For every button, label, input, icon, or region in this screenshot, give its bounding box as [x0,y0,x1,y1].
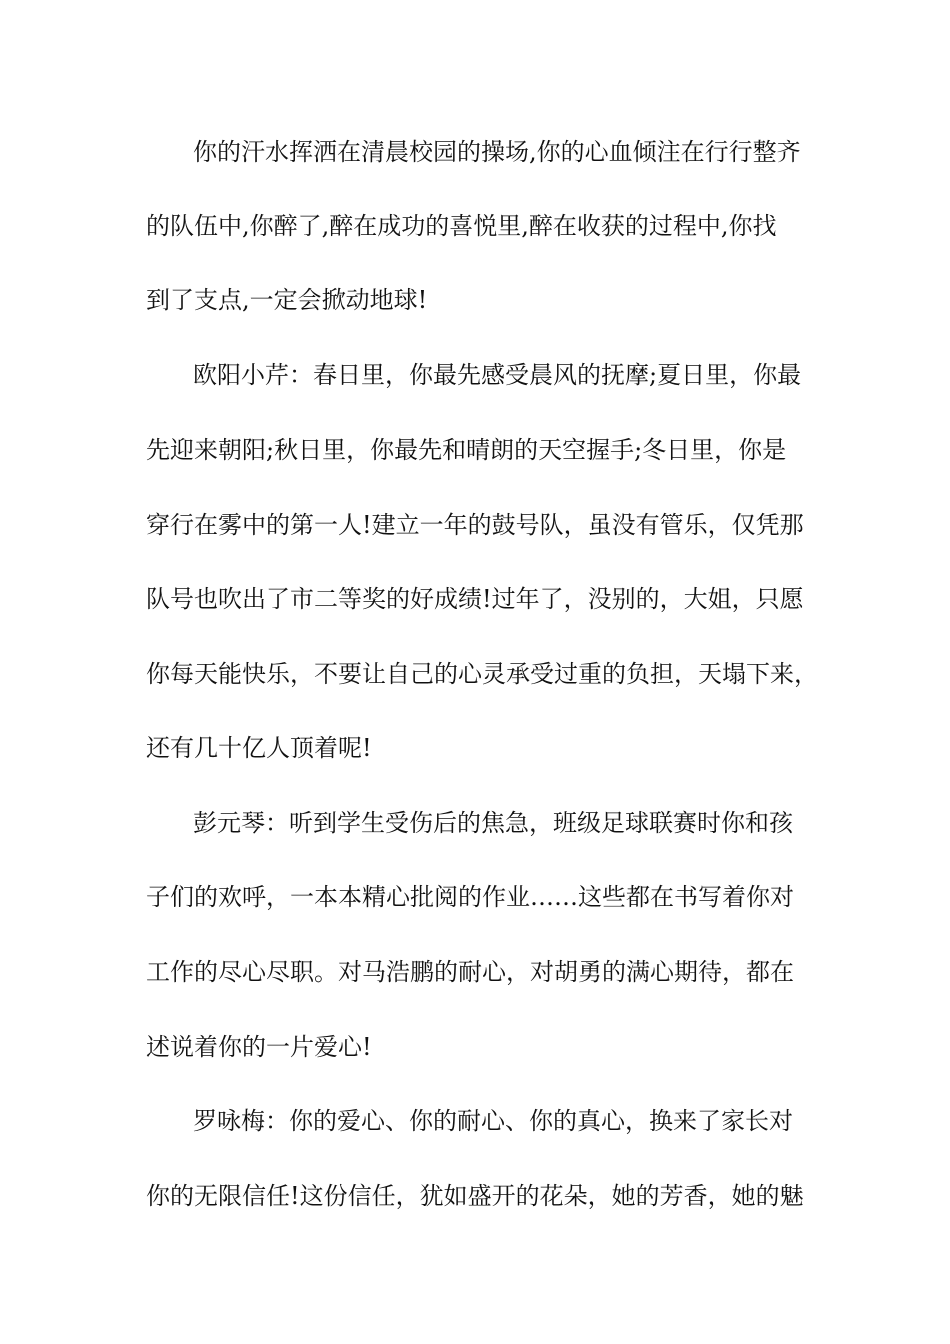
paragraph-2-line-3: 穿行在雾中的第一人!建立一年的鼓号队，虽没有管乐，仅凭那 [146,511,804,539]
paragraph-3-line-1: 彭元琴：听到学生受伤后的焦急，班级足球联赛时你和孩 [193,809,793,837]
paragraph-3-line-2: 子们的欢呼，一本本精心批阅的作业……这些都在书写着你对 [146,883,794,911]
paragraph-3-line-4: 述说着你的一片爱心! [146,1033,372,1061]
paragraph-1-line-1: 你的汗水挥洒在清晨校园的操场,你的心血倾注在行行整齐 [193,138,801,166]
paragraph-2-line-6: 还有几十亿人顶着呢! [146,734,372,762]
paragraph-4-line-1: 罗咏梅：你的爱心、你的耐心、你的真心，换来了家长对 [193,1107,793,1135]
paragraph-2-line-2: 先迎来朝阳;秋日里，你最先和晴朗的天空握手;冬日里，你是 [146,436,787,464]
paragraph-2-line-1: 欧阳小芹：春日里，你最先感受晨风的抚摩;夏日里，你最 [193,361,802,389]
paragraph-2-line-4: 队号也吹出了市二等奖的好成绩!过年了，没别的，大姐，只愿 [146,585,804,613]
paragraph-2-line-5: 你每天能快乐，不要让自己的心灵承受过重的负担，天塌下来， [146,660,818,688]
paragraph-3-line-3: 工作的尽心尽职。对马浩鹏的耐心，对胡勇的满心期待，都在 [146,958,794,986]
paragraph-1-line-2: 的队伍中,你醉了,醉在成功的喜悦里,醉在收获的过程中,你找 [146,212,777,240]
paragraph-1-line-3: 到了支点,一定会掀动地球! [146,286,428,314]
paragraph-4-line-2: 你的无限信任!这份信任，犹如盛开的花朵，她的芳香，她的魅 [146,1182,804,1210]
